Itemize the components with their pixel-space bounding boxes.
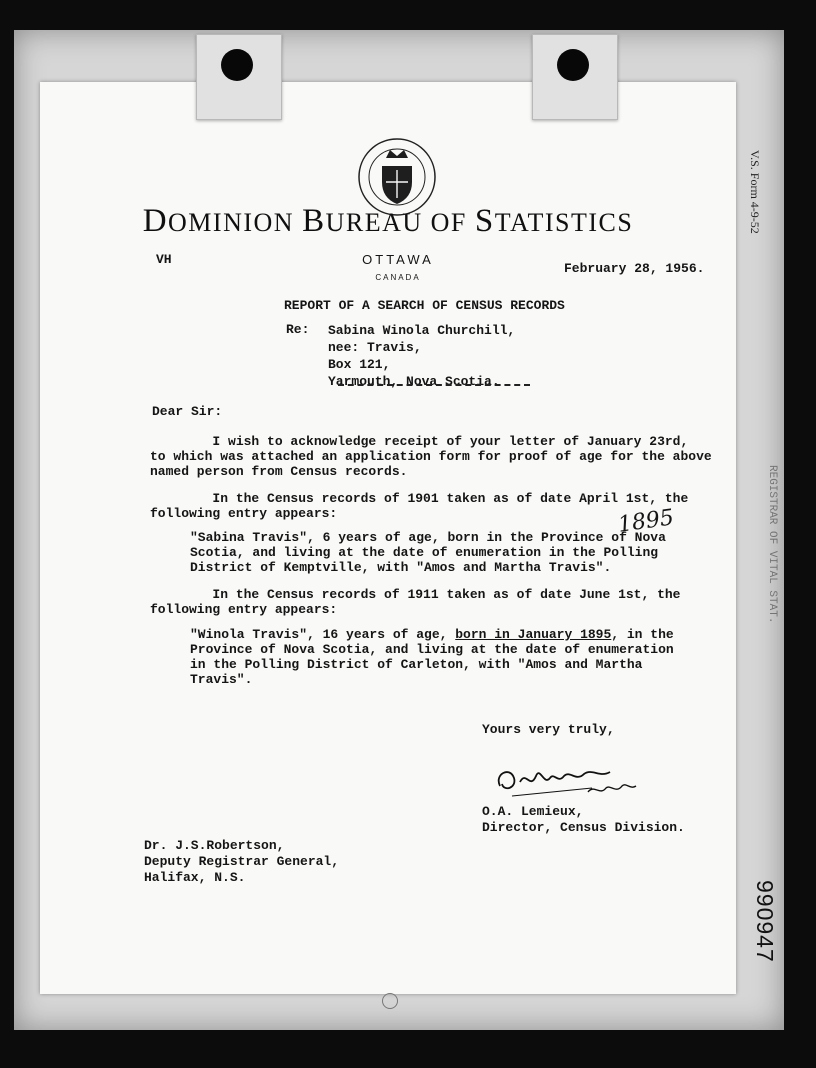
re-label: Re: [286, 322, 310, 337]
letter-sheet [40, 82, 736, 994]
signer-title: Director, Census Division. [482, 820, 685, 835]
margin-stamp: REGISTRAR OF VITAL STAT. [766, 465, 778, 624]
re-line: nee: Travis, [328, 340, 422, 355]
letterhead-city: OTTAWA [362, 252, 434, 267]
letter-date: February 28, 1956. [564, 261, 705, 276]
binder-tab-left [196, 34, 282, 120]
re-line: Sabina Winola Churchill, [328, 323, 516, 338]
binder-tab-right [532, 34, 618, 120]
separator-rule [338, 384, 530, 386]
body-paragraph: In the Census records of 1901 taken as of date April 1st, the following entry appears: [150, 491, 689, 521]
re-block [328, 322, 515, 390]
census-entry-1911: "Winola Travis", 16 years of age, born in January 1895, in the Province of Nova Scotia, and living at the date of enumeration in the Polling District of Carleton, with "Amos and Martha Travis". [190, 627, 674, 687]
re-line: Box 121, [328, 357, 391, 372]
greeting: Dear Sir: [152, 404, 223, 419]
census-entry-1901: "Sabina Travis", 6 years of age, born in the Province of Nova Scotia, and living at the date of enumeration in the Polling District of Kemptville, with "Amos and Martha Travis". [190, 530, 666, 575]
serial-number: 990947 [752, 880, 778, 963]
report-title: REPORT OF A SEARCH OF CENSUS RECORDS [284, 298, 565, 313]
addressee-block [144, 838, 339, 886]
addressee-line: Halifax, N.S. [144, 870, 246, 885]
addressee-line: Deputy Registrar General, [144, 854, 340, 869]
form-number-label: V.S. Form 4-9-52 [748, 150, 762, 234]
re-line: Yarmouth, Nova Scotia. [328, 374, 500, 389]
signer-name: O.A. Lemieux, [482, 804, 584, 819]
closing: Yours very truly, [482, 722, 615, 737]
punch-hole-icon [221, 49, 253, 81]
underlined-birth-date: born in January 1895 [455, 627, 612, 642]
addressee-line: Dr. J.S.Robertson, [144, 838, 285, 853]
crest-seal-icon [356, 136, 438, 218]
signer-block [482, 804, 685, 836]
department-name: DOMINION BUREAU OF STATISTICS [142, 203, 634, 239]
reference-initials: VH [156, 252, 172, 267]
letterhead-country: CANADA [375, 273, 421, 282]
pencil-mark [382, 993, 398, 1009]
body-paragraph: I wish to acknowledge receipt of your letter of January 23rd, to which was attached an application form for proof of age for the above named person from Census records. [150, 434, 712, 479]
punch-hole-icon [557, 49, 589, 81]
body-paragraph: In the Census records of 1911 taken as of date June 1st, the following entry appears: [150, 587, 681, 617]
handwritten-signature [492, 756, 642, 806]
handwritten-annotation: 1895 [616, 505, 676, 538]
